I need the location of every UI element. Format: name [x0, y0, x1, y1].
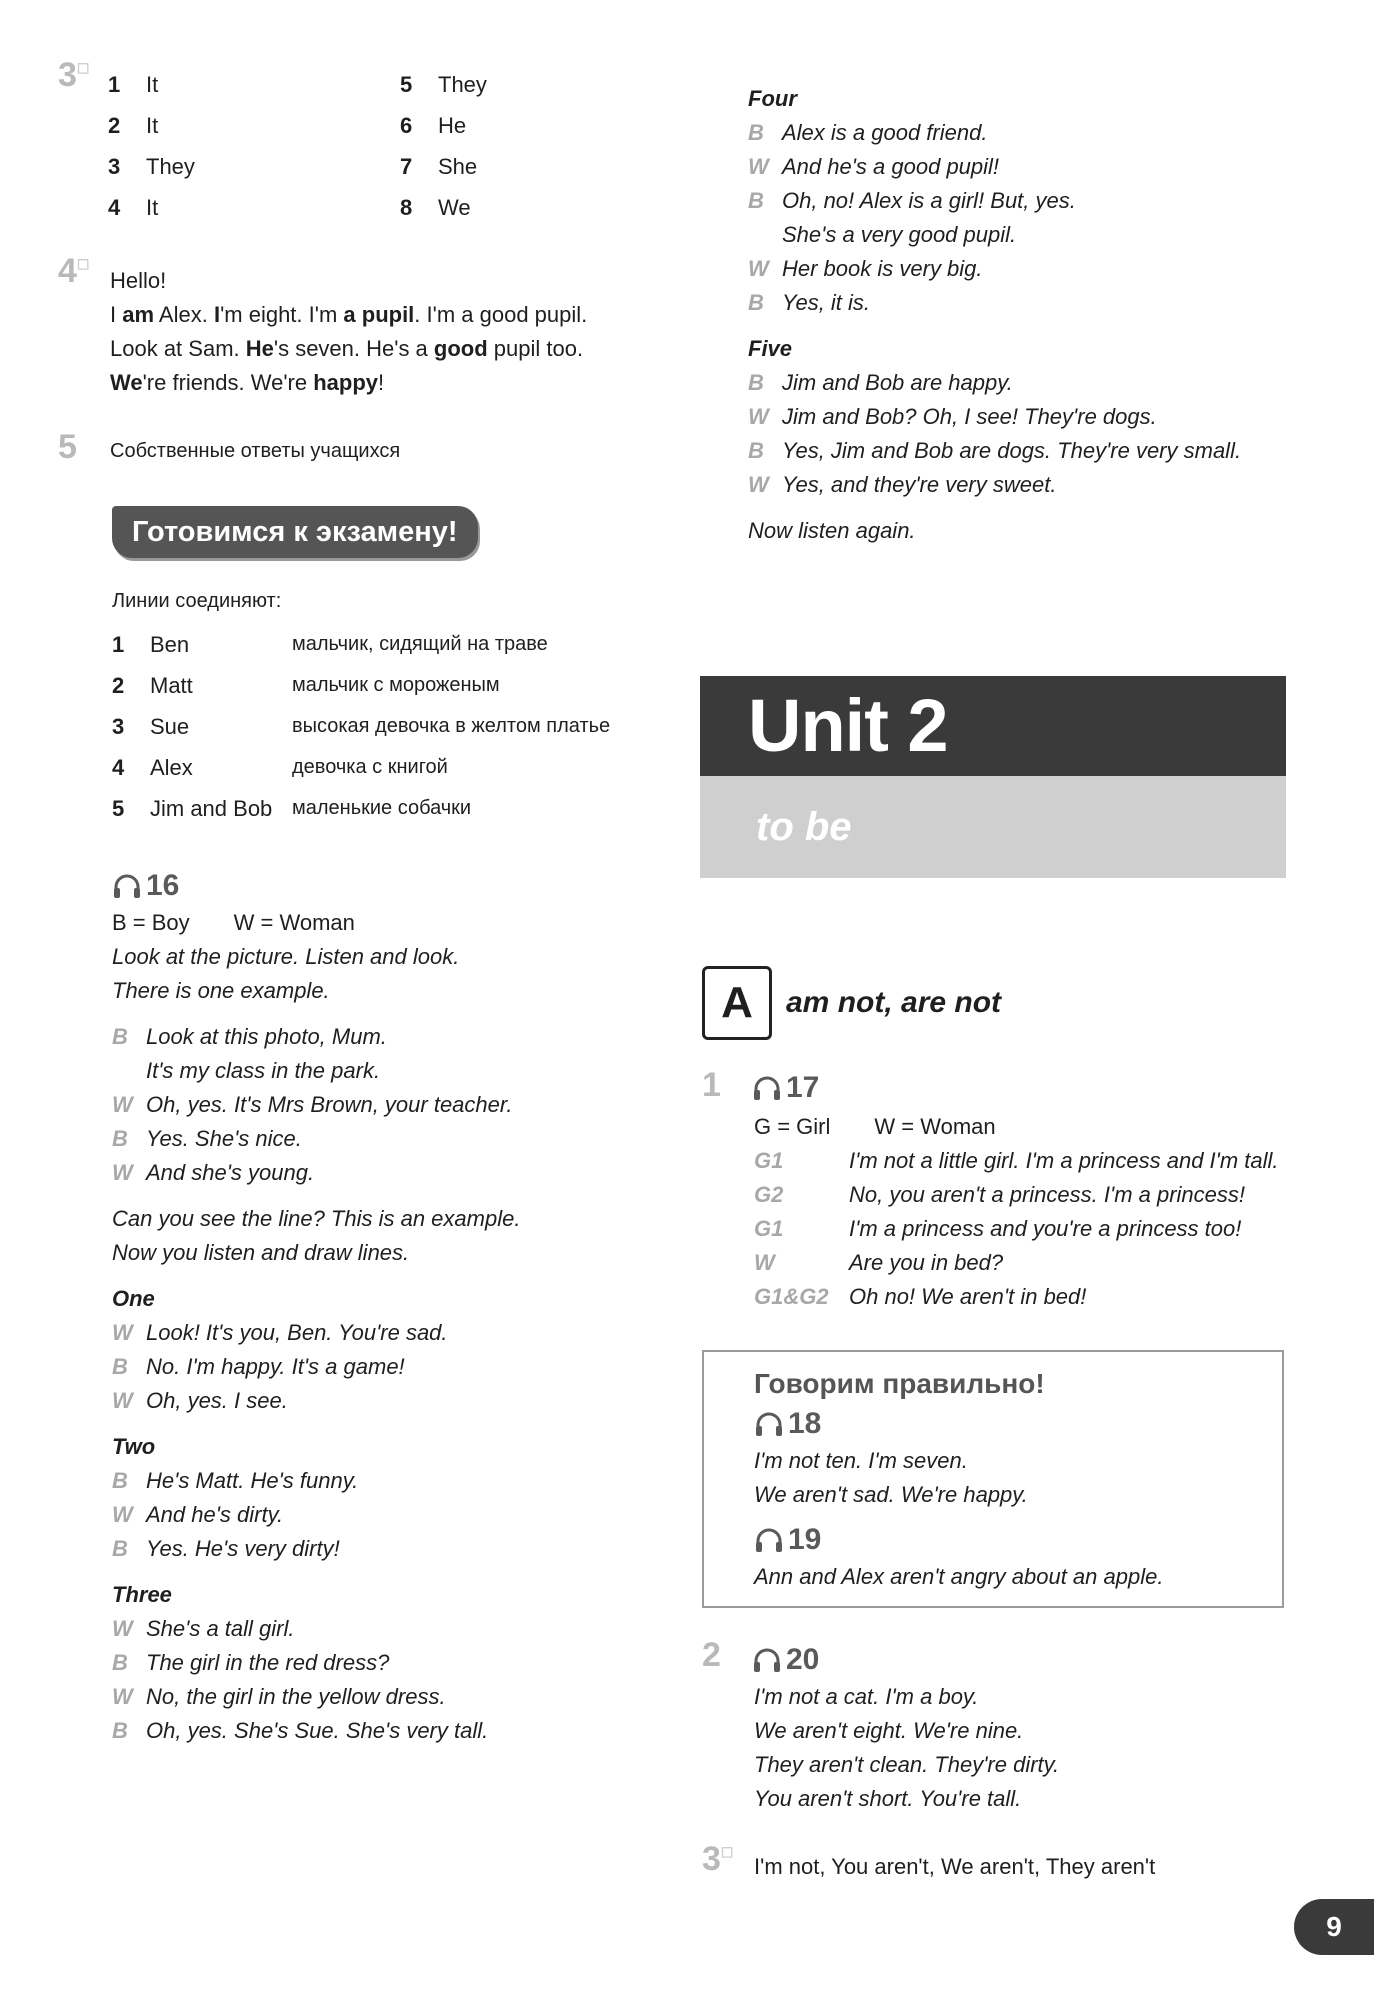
- exercise-2-number: 2: [702, 1636, 721, 1674]
- section-one: One: [112, 1286, 155, 1311]
- track-number: 18: [788, 1407, 822, 1440]
- lines-intro: Линии соединяют:: [112, 590, 282, 612]
- dialogue-17: [754, 1110, 1279, 1314]
- unit-title: Unit 2: [700, 676, 1286, 776]
- headphones-icon: [752, 1075, 782, 1101]
- unit-banner: [700, 676, 1286, 878]
- list-item: 8 We: [400, 194, 471, 220]
- exercise-4-number: 4☐: [58, 252, 90, 290]
- text-line: They aren't clean. They're dirty.: [754, 1752, 1060, 1777]
- exercise-5-text: Собственные ответы учащихся: [110, 440, 401, 462]
- instruction: Look at the picture. Listen and look.: [112, 944, 460, 969]
- lines-list: [112, 624, 610, 829]
- instruction: Can you see the line? This is an example.: [112, 1206, 521, 1231]
- list-item: 4 Alex девочка с книгой: [112, 754, 448, 780]
- rule-line: I'm not ten. I'm seven.: [754, 1448, 968, 1473]
- text-line: You aren't short. You're tall.: [754, 1786, 1022, 1811]
- track-19[interactable]: [754, 1520, 1232, 1560]
- track-number: 17: [786, 1071, 820, 1104]
- track-number: 20: [786, 1643, 820, 1676]
- exercise-1-number: 1: [702, 1066, 721, 1104]
- section-heading: [702, 966, 1001, 1040]
- instruction: Now listen again.: [748, 518, 916, 543]
- unit-subtitle: to be: [700, 776, 1286, 878]
- section-two: Two: [112, 1434, 156, 1459]
- exercise-2-lines: [754, 1680, 1059, 1816]
- dialogue-continued: [748, 82, 1241, 548]
- headphones-icon: [754, 1411, 784, 1437]
- text-line: I'm not a cat. I'm a boy.: [754, 1684, 979, 1709]
- list-item: 6 He: [400, 112, 467, 138]
- section-letter: A: [702, 966, 772, 1040]
- text-line: We're friends. We're happy!: [110, 370, 385, 395]
- section-four: Four: [748, 86, 797, 111]
- rule-title: Говорим правильно!: [754, 1368, 1045, 1399]
- exercise-3b-text: I'm not, You aren't, We aren't, They aren't: [754, 1854, 1156, 1879]
- instruction: Now you listen and draw lines.: [112, 1240, 410, 1265]
- text-line: Hello!: [110, 268, 167, 293]
- section-five: Five: [748, 336, 793, 361]
- list-item: 7 She: [400, 153, 478, 179]
- exercise-5-number: 5: [58, 428, 77, 466]
- track-16[interactable]: [112, 866, 179, 906]
- list-item: 2 Matt мальчик с мороженым: [112, 672, 500, 698]
- dialogue-two: B He's Matt. He's funny. W And he's dirty. B Yes. He's very dirty!: [112, 1468, 359, 1561]
- dialogue-16: [112, 906, 520, 1748]
- exam-badge: Готовимся к экзамену!: [112, 506, 478, 558]
- list-item: 1 Ben мальчик, сидящий на траве: [112, 631, 548, 657]
- exercise-3-number: 3☐: [58, 56, 90, 94]
- track-number: 19: [788, 1523, 822, 1556]
- section-three: Three: [112, 1582, 172, 1607]
- exercise-3b-number: 3☐: [702, 1840, 734, 1878]
- list-item: 1 It: [108, 71, 159, 97]
- headphones-icon: [754, 1527, 784, 1553]
- list-item: 3 Sue высокая девочка в желтом платье: [112, 713, 611, 739]
- rule-box: [702, 1350, 1284, 1608]
- list-item: 4 It: [108, 194, 159, 220]
- legend: G = Girl W = Woman: [754, 1114, 996, 1139]
- list-item: 2 It: [108, 112, 159, 138]
- rule-line: We aren't sad. We're happy.: [754, 1482, 1028, 1507]
- dialogue-five: B Jim and Bob are happy. W Jim and Bob? Oh, I see! They're dogs. B Yes, Jim and Bob are dogs. They're very small. W Yes, and they're very sweet.: [748, 370, 1242, 497]
- exercise-3-list-b: [400, 64, 487, 228]
- text-line: Look at Sam. He's seven. He's a good pupil too.: [110, 336, 584, 361]
- example-dialogue: B Look at this photo, Mum. It's my class in the park. W Oh, yes. It's Mrs Brown, your teacher. B Yes. She's nice. W And she's young.: [112, 1024, 513, 1185]
- exercise-3-list-a: [108, 64, 195, 228]
- exercise-4-text: [110, 264, 587, 400]
- dialogue-four: B Alex is a good friend. W And he's a good pupil! B Oh, no! Alex is a girl! But, yes. She's a very good pupil. W Her book is very big. B Yes, it is.: [748, 120, 1076, 315]
- track-number: 16: [146, 869, 180, 902]
- rule-line: Ann and Alex aren't angry about an apple.: [754, 1564, 1164, 1589]
- list-item: 5 Jim and Bob маленькие собачки: [112, 795, 472, 821]
- list-item: 3 They: [108, 153, 195, 179]
- dialogue-lines: G1 I'm not a little girl. I'm a princess and I'm tall. G2 No, you aren't a princess. I'm a princess! G1 I'm a princess and you're a princess too! W Are you in bed? G1&G2 Oh no! We aren't in bed!: [754, 1148, 1279, 1309]
- headphones-icon: [112, 873, 142, 899]
- dialogue-three: W She's a tall girl. B The girl in the red dress? W No, the girl in the yellow dress. B Oh, yes. She's Sue. She's very tall.: [112, 1616, 489, 1743]
- track-20[interactable]: [752, 1640, 819, 1680]
- track-18[interactable]: [754, 1404, 1232, 1444]
- page-number: 9: [1294, 1899, 1374, 1955]
- legend: B = Boy W = Woman: [112, 910, 355, 935]
- track-17[interactable]: [752, 1068, 819, 1108]
- text-line: We aren't eight. We're nine.: [754, 1718, 1024, 1743]
- list-item: 5 They: [400, 71, 487, 97]
- headphones-icon: [752, 1647, 782, 1673]
- text-line: I am Alex. I'm eight. I'm a pupil. I'm a good pupil.: [110, 302, 588, 327]
- instruction: There is one example.: [112, 978, 330, 1003]
- section-title: am not, are not: [786, 986, 1002, 1019]
- dialogue-one: W Look! It's you, Ben. You're sad. B No. I'm happy. It's a game! W Oh, yes. I see.: [112, 1320, 448, 1413]
